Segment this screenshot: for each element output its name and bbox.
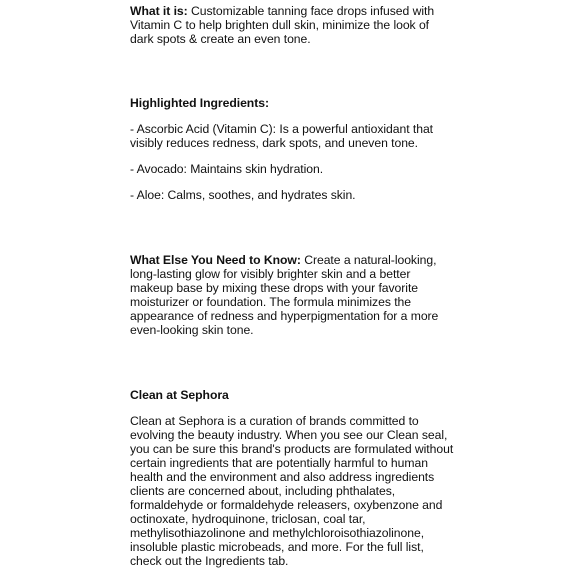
what-else-text: Create a natural-looking, long-lasting glow for visibly brighter skin and a better makeup base by mixing these drops with your favorite moisturizer or foundation. The formula minimizes the appearance of redness and hyperpigmentation for a more even-looking skin tone. bbox=[130, 253, 439, 337]
what-it-is-text: Customizable tanning face drops infused with Vitamin C to help brighten dull skin, minimize the look of dark spots & create an even tone. bbox=[130, 4, 435, 46]
highlighted-ingredients-heading: Highlighted Ingredients: bbox=[130, 96, 269, 110]
ingredient-item: - Aloe: Calms, soothes, and hydrates skin. bbox=[130, 188, 356, 202]
what-it-is-label: What it is: bbox=[130, 4, 188, 18]
ingredient-item: - Ascorbic Acid (Vitamin C): Is a powerful antioxidant that visibly reduces redness, dark spots, and uneven tone. bbox=[130, 122, 434, 150]
what-else-label: What Else You Need to Know: bbox=[130, 253, 301, 267]
what-else-paragraph bbox=[130, 253, 455, 337]
ingredient-item: - Avocado: Maintains skin hydration. bbox=[130, 162, 324, 176]
clean-at-sephora-body: Clean at Sephora is a curation of brands committed to evolving the beauty industry. When you see our Clean seal, you can be sure this brand's products are formulated without certain ingredients that are potentially harmful to human health and the environment and also address ingredients clients are concerned about, including phthalates, formaldehyde or formaldehyde releasers, oxybenzone and octinoxate, hydroquinone, triclosan, coal tar, methylisothiazolinone and methylchloroisothiazolinone, insoluble plastic microbeads, and more. For the full list, check out the Ingredients tab. bbox=[130, 414, 454, 568]
what-it-is-paragraph bbox=[130, 4, 455, 46]
clean-at-sephora-heading: Clean at Sephora bbox=[130, 388, 229, 402]
